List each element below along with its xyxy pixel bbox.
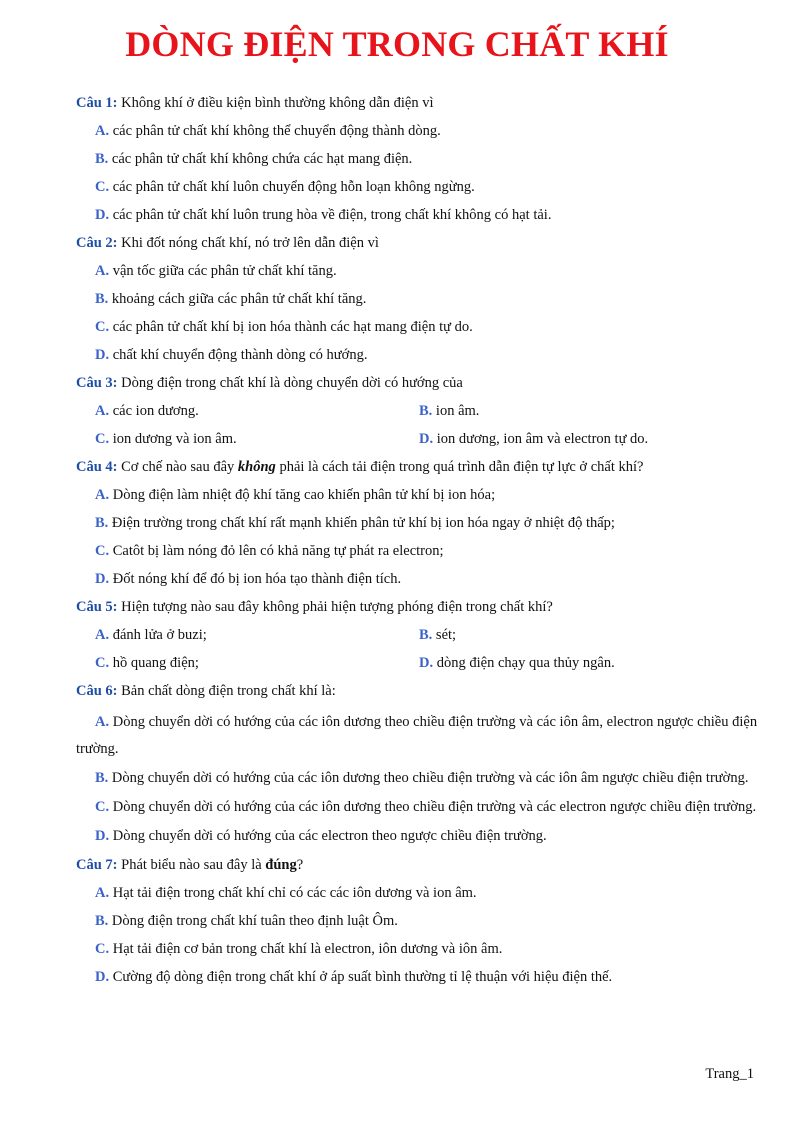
question-stem-end: ? xyxy=(296,857,304,873)
question-stem-end: phải là cách tải điện trong quá trình dẫn điện tự lực ở chất khí? xyxy=(279,459,644,475)
question-stem: Không khí ở điều kiện bình thường không dẫn điện vì xyxy=(121,95,434,111)
question-number: Câu 2: xyxy=(76,235,118,251)
option-text: các phân tử chất khí bị ion hóa thành các hạt mang điện tự do. xyxy=(112,319,473,335)
option-text: Hạt tải điện trong chất khí chỉ có các các iôn dương và ion âm. xyxy=(112,885,477,901)
option-letter: B. xyxy=(95,291,109,307)
option-letter: C. xyxy=(95,431,110,447)
option-1a xyxy=(76,121,766,142)
option-text: đánh lửa ở buzi; xyxy=(112,627,207,643)
option-text: Đốt nóng khí để đó bị ion hóa tạo thành điện tích. xyxy=(112,571,402,587)
option-letter: C. xyxy=(95,799,110,815)
option-6c xyxy=(76,794,766,821)
option-7a xyxy=(76,883,766,904)
question-stem-emphasis: không xyxy=(237,459,276,475)
option-3d xyxy=(419,429,648,450)
option-letter: B. xyxy=(95,515,109,531)
option-letter: B. xyxy=(95,770,109,786)
question-number: Câu 1: xyxy=(76,95,118,111)
question-stem-start: Cơ chế nào sau đây xyxy=(121,459,235,475)
question-number: Câu 3: xyxy=(76,375,118,391)
option-3b xyxy=(419,401,479,422)
option-letter: D. xyxy=(419,431,434,447)
option-4a xyxy=(76,485,766,506)
question-1 xyxy=(76,93,766,114)
option-2b xyxy=(76,289,766,310)
option-1d xyxy=(76,205,766,226)
option-text: Catôt bị làm nóng đỏ lên có khả năng tự phát ra electron; xyxy=(112,543,444,559)
question-stem-emphasis: đúng xyxy=(265,857,297,873)
option-7c xyxy=(76,939,766,960)
option-letter: A. xyxy=(95,123,110,139)
option-6d xyxy=(76,823,766,850)
question-7 xyxy=(76,855,766,876)
option-letter: D. xyxy=(95,969,110,985)
question-6 xyxy=(76,681,766,702)
question-4 xyxy=(76,457,766,478)
option-letter: D. xyxy=(419,655,434,671)
question-5 xyxy=(76,597,766,618)
option-letter: A. xyxy=(95,885,110,901)
option-text: sét; xyxy=(435,627,457,643)
option-text: ion dương và ion âm. xyxy=(112,431,237,447)
option-text: khoảng cách giữa các phân tử chất khí tăng. xyxy=(111,291,367,307)
option-4c xyxy=(76,541,766,562)
question-stem-start: Phát biểu nào sau đây là xyxy=(121,857,262,873)
option-row xyxy=(76,401,766,422)
question-3 xyxy=(76,373,766,394)
page-number: Trang_1 xyxy=(705,1066,754,1082)
option-text: Dòng chuyển dời có hướng của các iôn dương theo chiều điện trường và các electron ngược chiều điện trường. xyxy=(112,799,757,815)
question-number: Câu 6: xyxy=(76,683,118,699)
question-number: Câu 4: xyxy=(76,459,118,475)
option-1c xyxy=(76,177,766,198)
option-letter: A. xyxy=(95,487,110,503)
option-1b xyxy=(76,149,766,170)
option-text: dòng điện chạy qua thủy ngân. xyxy=(436,655,615,671)
option-5c xyxy=(76,653,419,674)
option-letter: B. xyxy=(419,627,433,643)
question-2 xyxy=(76,233,766,254)
document-title: DÒNG ĐIỆN TRONG CHẤT KHÍ xyxy=(125,24,669,64)
option-text: ion dương, ion âm và electron tự do. xyxy=(436,431,649,447)
option-text: các ion dương. xyxy=(112,403,199,419)
question-stem: Dòng điện trong chất khí là dòng chuyển dời có hướng của xyxy=(121,375,463,391)
option-text: Cường độ dòng điện trong chất khí ở áp suất bình thường tỉ lệ thuận với hiệu điện thế. xyxy=(112,969,613,985)
option-text: các phân tử chất khí luôn chuyển động hỗn loạn không ngừng. xyxy=(112,179,475,195)
option-text: Dòng điện trong chất khí tuân theo định luật Ôm. xyxy=(111,913,398,929)
option-2a xyxy=(76,261,766,282)
option-5a xyxy=(76,625,419,646)
option-text: các phân tử chất khí không thể chuyển động thành dòng. xyxy=(112,123,441,139)
option-letter: C. xyxy=(95,543,110,559)
option-letter: A. xyxy=(95,627,110,643)
option-letter: D. xyxy=(95,828,110,844)
option-row xyxy=(76,625,766,646)
question-number: Câu 7: xyxy=(76,857,118,873)
option-letter: C. xyxy=(95,941,110,957)
option-row xyxy=(76,653,766,674)
option-text: Dòng chuyển dời có hướng của các electron theo ngược chiều điện trường. xyxy=(112,828,547,844)
option-text: chất khí chuyển động thành dòng có hướng. xyxy=(112,347,368,363)
option-6a xyxy=(76,709,766,763)
option-text: các phân tử chất khí luôn trung hòa về điện, trong chất khí không có hạt tải. xyxy=(112,207,552,223)
option-6b xyxy=(76,765,766,792)
option-text: vận tốc giữa các phân tử chất khí tăng. xyxy=(112,263,337,279)
option-2c xyxy=(76,317,766,338)
option-text: Dòng điện làm nhiệt độ khí tăng cao khiến phân tử khí bị ion hóa; xyxy=(112,487,496,503)
option-text: hồ quang điện; xyxy=(112,655,199,671)
option-letter: A. xyxy=(95,714,110,730)
option-4d xyxy=(76,569,766,590)
question-list xyxy=(76,88,766,995)
option-letter: A. xyxy=(95,403,110,419)
question-stem: Khi đốt nóng chất khí, nó trở lên dẫn điện vì xyxy=(121,235,379,251)
option-letter: B. xyxy=(419,403,433,419)
option-7d xyxy=(76,967,766,988)
option-text: Dòng chuyển dời có hướng của các iôn dương theo chiều điện trường và các iôn âm ngược chiều điện trường. xyxy=(111,770,749,786)
option-text: Điện trường trong chất khí rất mạnh khiến phân tử khí bị ion hóa ngay ở nhiệt độ thấp; xyxy=(111,515,615,531)
question-number: Câu 5: xyxy=(76,599,118,615)
option-text: Dòng chuyển dời có hướng của các iôn dương theo chiều điện trường và các iôn âm, electron ngược chiều điện trường. xyxy=(76,714,758,757)
option-letter: D. xyxy=(95,347,110,363)
option-3a xyxy=(76,401,419,422)
option-letter: B. xyxy=(95,913,109,929)
option-text: ion âm. xyxy=(435,403,480,419)
option-2d xyxy=(76,345,766,366)
option-row xyxy=(76,429,766,450)
option-letter: D. xyxy=(95,571,110,587)
option-5d xyxy=(419,653,615,674)
option-letter: D. xyxy=(95,207,110,223)
option-text: Hạt tải điện cơ bản trong chất khí là electron, iôn dương và iôn âm. xyxy=(112,941,503,957)
question-stem: Bản chất dòng điện trong chất khí là: xyxy=(121,683,336,699)
option-letter: B. xyxy=(95,151,109,167)
option-letter: C. xyxy=(95,655,110,671)
option-7b xyxy=(76,911,766,932)
option-letter: C. xyxy=(95,179,110,195)
option-text: các phân tử chất khí không chứa các hạt mang điện. xyxy=(111,151,413,167)
option-5b xyxy=(419,625,456,646)
option-letter: A. xyxy=(95,263,110,279)
question-stem: Hiện tượng nào sau đây không phải hiện tượng phóng điện trong chất khí? xyxy=(121,599,553,615)
option-letter: C. xyxy=(95,319,110,335)
option-4b xyxy=(76,513,766,534)
option-3c xyxy=(76,429,419,450)
